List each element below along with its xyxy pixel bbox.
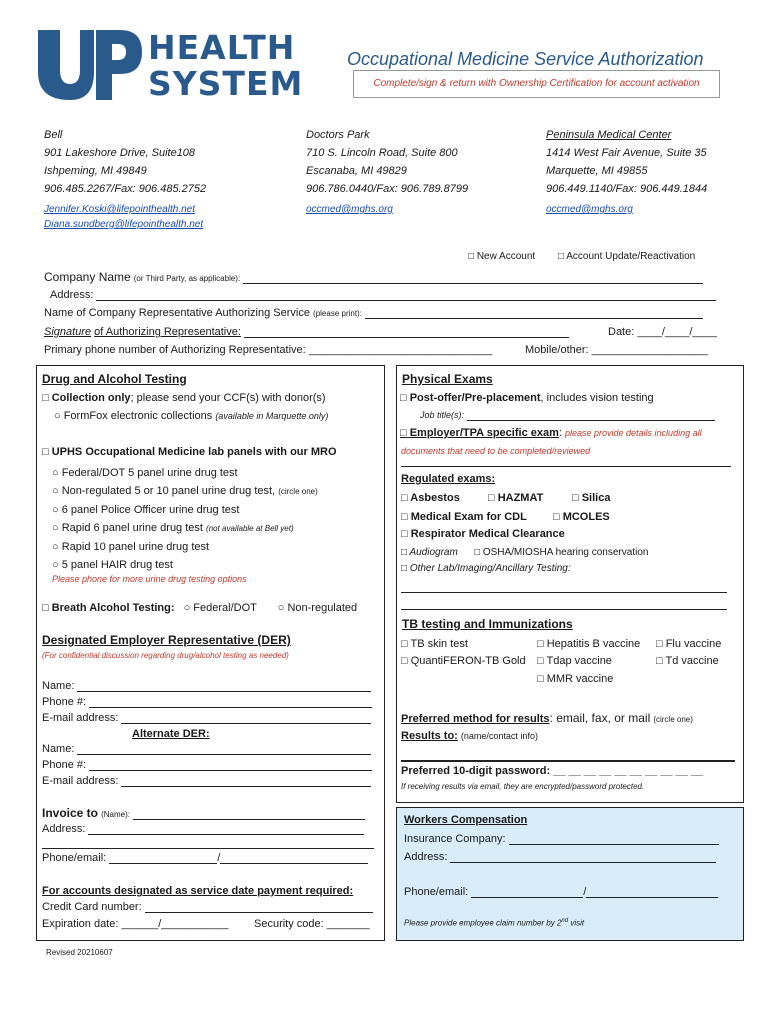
silica-checkbox[interactable]: □ Silica (572, 492, 611, 504)
der-note: (For confidential discussion regarding drug/alcohol testing as needed) (42, 651, 289, 660)
mmr-checkbox[interactable]: □ MMR vaccine (537, 673, 614, 685)
location-doctors-park (306, 126, 536, 217)
location-address2: Ishpeming, MI 49849 (44, 165, 147, 177)
company-name-note: (or Third Party, as applicable): (133, 274, 241, 283)
breath-federal-option[interactable]: ○ Federal/DOT (183, 602, 257, 614)
rep-name-field[interactable] (365, 307, 703, 319)
physical-exams-title: Physical Exams (402, 372, 493, 386)
password-note: If receiving results via email, they are encrypted/password protected. (401, 782, 645, 791)
location-email-link[interactable]: occmed@mghs.org (546, 204, 633, 215)
signature-label: Signature (44, 326, 92, 338)
rep-name-row (44, 307, 703, 319)
drug-panel-list (52, 464, 372, 574)
wc-address-row: Address: (404, 851, 716, 863)
other-testing-checkbox[interactable]: □ Other Lab/Imaging/Ancillary Testing: (401, 563, 571, 574)
location-peninsula (546, 126, 766, 217)
collection-only-rest: ; please send your CCF(s) with donor(s) (130, 392, 326, 404)
invoice-name-row (42, 806, 365, 820)
alt-der-email-field[interactable] (121, 775, 371, 787)
signature-field[interactable] (244, 326, 569, 338)
invoice-phone-field[interactable] (109, 852, 217, 864)
cc-number-row: Credit Card number: (42, 901, 373, 913)
breath-alcohol-checkbox[interactable]: □ Breath Alcohol Testing: (42, 602, 175, 614)
mobile-field[interactable]: Mobile/other: ___________________ (525, 344, 708, 356)
formfox-label: ○ FormFox electronic collections (54, 410, 213, 422)
company-name-row (44, 270, 724, 284)
post-offer-checkbox[interactable]: □ Post-offer/Pre-placement, includes vision testing (400, 392, 654, 404)
signature-label-rest: of Authorizing Representative: (94, 326, 241, 338)
wc-phone-field[interactable] (471, 886, 583, 898)
wc-address-field[interactable] (450, 851, 716, 863)
logo-line2: SYSTEM (148, 64, 304, 103)
location-name: Bell (44, 129, 63, 141)
location-name: Peninsula Medical Center (546, 129, 672, 141)
mro-panels-checkbox[interactable]: □ UPHS Occupational Medicine lab panels with our MRO (42, 446, 337, 458)
drug-panel-option[interactable]: ○ 5 panel HAIR drug test (52, 559, 173, 571)
results-divider (401, 760, 735, 762)
logo (36, 26, 304, 104)
address-field[interactable] (96, 289, 716, 301)
other-testing-line1[interactable] (401, 592, 727, 593)
invoice-email-field[interactable] (220, 852, 368, 864)
tb-title: TB testing and Immunizations (402, 617, 573, 631)
formfox-option[interactable] (54, 410, 328, 422)
td-vaccine-checkbox[interactable]: □ Td vaccine (656, 655, 719, 667)
alt-der-name-row: Name: (42, 743, 371, 755)
password-field[interactable]: Preferred 10-digit password: __ __ __ __ __ __ __ __ __ __ (401, 765, 704, 777)
alternate-der-label: Alternate DER: (132, 728, 210, 740)
der-name-row: Name: (42, 680, 371, 692)
address-label: Address: (50, 289, 94, 301)
location-email-link[interactable]: Jennifer.Koski@lifepointhealth.net (44, 204, 195, 215)
cc-header: For accounts designated as service date payment required: (42, 885, 354, 897)
audiogram-checkbox[interactable]: □ Audiogram (401, 547, 458, 558)
drug-panel-option[interactable]: ○ Rapid 10 panel urine drug test (52, 541, 210, 553)
location-address2: Escanaba, MI 49829 (306, 165, 407, 177)
drug-phone-note: Please phone for more urine drug testing options (52, 574, 247, 584)
location-phone: 906.449.1140/Fax: 906.449.1844 (546, 183, 708, 195)
logo-line1: HEALTH (148, 28, 296, 67)
page-title: Occupational Medicine Service Authorization (347, 49, 704, 69)
page-subtitle: Complete/sign & return with Ownership Certification for account activation (373, 78, 700, 89)
company-name-label: Company Name (44, 270, 131, 284)
hazmat-checkbox[interactable]: □ HAZMAT (488, 492, 544, 504)
breath-nonregulated-option[interactable]: ○ Non-regulated (277, 602, 358, 614)
invoice-phone-row: Phone/email: / (42, 852, 368, 864)
alt-der-phone-field[interactable] (89, 759, 372, 771)
company-name-field[interactable] (243, 272, 703, 284)
drug-panel-option[interactable]: ○ Federal/DOT 5 panel urine drug test (52, 467, 238, 479)
location-phone: 906.786.0440/Fax: 906.789.8799 (306, 183, 469, 195)
flu-vaccine-checkbox[interactable]: □ Flu vaccine (656, 638, 722, 650)
der-name-field[interactable] (77, 680, 371, 692)
location-address1: 710 S. Lincoln Road, Suite 800 (306, 147, 458, 159)
location-address2: Marquette, MI 49855 (546, 165, 648, 177)
job-titles-field[interactable] (467, 411, 715, 421)
employer-exam-line[interactable] (401, 466, 731, 467)
revision-label: Revised 20210607 (46, 948, 113, 957)
rep-name-note: (please print): (313, 309, 362, 318)
location-name: Doctors Park (306, 129, 370, 141)
drug-panel-option[interactable]: ○ Rapid 6 panel urine drug test (not available at Bell yet) (52, 522, 294, 534)
signature-row (44, 326, 569, 338)
location-bell (44, 126, 294, 232)
cc-expiration-field[interactable]: Expiration date: ______/___________ (42, 918, 229, 930)
insurance-field[interactable] (509, 833, 719, 845)
quantiferon-checkbox[interactable]: □ QuantiFERON-TB Gold (401, 655, 526, 667)
location-email-link[interactable]: occmed@mghs.org (306, 204, 393, 215)
results-to-row[interactable]: Results to: (name/contact info) (401, 730, 538, 742)
hepatitis-b-checkbox[interactable]: □ Hepatitis B vaccine (537, 638, 641, 650)
employer-exam-checkbox[interactable]: □ Employer/TPA specific exam: please provide details including all (400, 427, 702, 439)
der-email-row: E-mail address: (42, 712, 371, 724)
wc-email-field[interactable] (586, 886, 718, 898)
insurance-row: Insurance Company: (404, 833, 719, 845)
invoice-name-field[interactable] (133, 808, 365, 820)
invoice-title: Invoice to (42, 806, 99, 820)
drug-testing-title: Drug and Alcohol Testing (42, 372, 187, 386)
employer-exam-note: documents that need to be completed/reviewed (401, 446, 591, 456)
alt-der-phone-row: Phone #: (42, 759, 372, 771)
osha-checkbox[interactable]: □ OSHA/MIOSHA hearing conservation (474, 547, 649, 558)
tdap-checkbox[interactable]: □ Tdap vaccine (537, 655, 612, 667)
address-row (50, 289, 716, 301)
invoice-address-field[interactable] (88, 823, 364, 835)
collection-only-label: □ Collection only (42, 392, 131, 404)
drug-panel-option[interactable]: ○ 6 panel Police Officer urine drug test (52, 504, 240, 516)
job-titles-row: Job title(s): (420, 409, 715, 421)
der-email-field[interactable] (121, 712, 371, 724)
cc-security-field[interactable]: Security code: _______ (254, 918, 370, 930)
cdl-exam-checkbox[interactable]: □ Medical Exam for CDL (401, 511, 527, 523)
subtitle-box (353, 70, 720, 98)
logo-up-mark (36, 26, 144, 104)
alt-der-email-row: E-mail address: (42, 775, 371, 787)
rep-name-label: Name of Company Representative Authorizing Service (44, 307, 310, 319)
alt-der-name-field[interactable] (77, 743, 371, 755)
formfox-note: (available in Marquette only) (215, 411, 329, 421)
results-method-row[interactable]: Preferred method for results: email, fax, or mail (circle one) (401, 711, 693, 725)
asbestos-checkbox[interactable]: □ Asbestos (401, 492, 460, 504)
primary-phone-field[interactable]: Primary phone number of Authorizing Representative: ______________________________ (44, 344, 493, 356)
invoice-title-note: (Name): (101, 810, 130, 819)
claim-number-note: Please provide employee claim number by 2nd visit (404, 918, 585, 928)
workers-comp-title: Workers Compensation (404, 814, 528, 826)
location-address1: 901 Lakeshore Drive, Suite108 (44, 147, 196, 159)
wc-phone-row: Phone/email: / (404, 886, 718, 898)
der-phone-row: Phone #: (42, 696, 372, 708)
location-address1: 1414 West Fair Avenue, Suite 35 (546, 147, 707, 159)
der-title: Designated Employer Representative (DER) (42, 633, 291, 647)
invoice-address-line2[interactable] (42, 848, 374, 849)
cc-number-field[interactable] (145, 901, 373, 913)
tb-skin-checkbox[interactable]: □ TB skin test (401, 638, 468, 650)
new-account-checkbox[interactable]: □ New Account (468, 251, 536, 262)
respirator-checkbox[interactable]: □ Respirator Medical Clearance (401, 528, 565, 540)
location-email-link[interactable]: Diana.sundberg@lifepointhealth.net (44, 219, 204, 230)
der-phone-field[interactable] (89, 696, 372, 708)
account-update-checkbox[interactable]: □ Account Update/Reactivation (558, 251, 696, 262)
date-field[interactable]: Date: ____/____/____ (608, 326, 717, 338)
mcoles-checkbox[interactable]: □ MCOLES (553, 511, 610, 523)
breath-alcohol-row (42, 602, 357, 614)
location-phone: 906.485.2267/Fax: 906.485.2752 (44, 183, 207, 195)
other-testing-line2[interactable] (401, 609, 727, 610)
drug-panel-option[interactable]: ○ Non-regulated 5 or 10 panel urine drug test, (circle one) (52, 485, 318, 497)
collection-only-checkbox[interactable] (42, 392, 326, 404)
regulated-exams-label: Regulated exams: (401, 473, 496, 485)
invoice-address-row: Address: (42, 823, 364, 835)
